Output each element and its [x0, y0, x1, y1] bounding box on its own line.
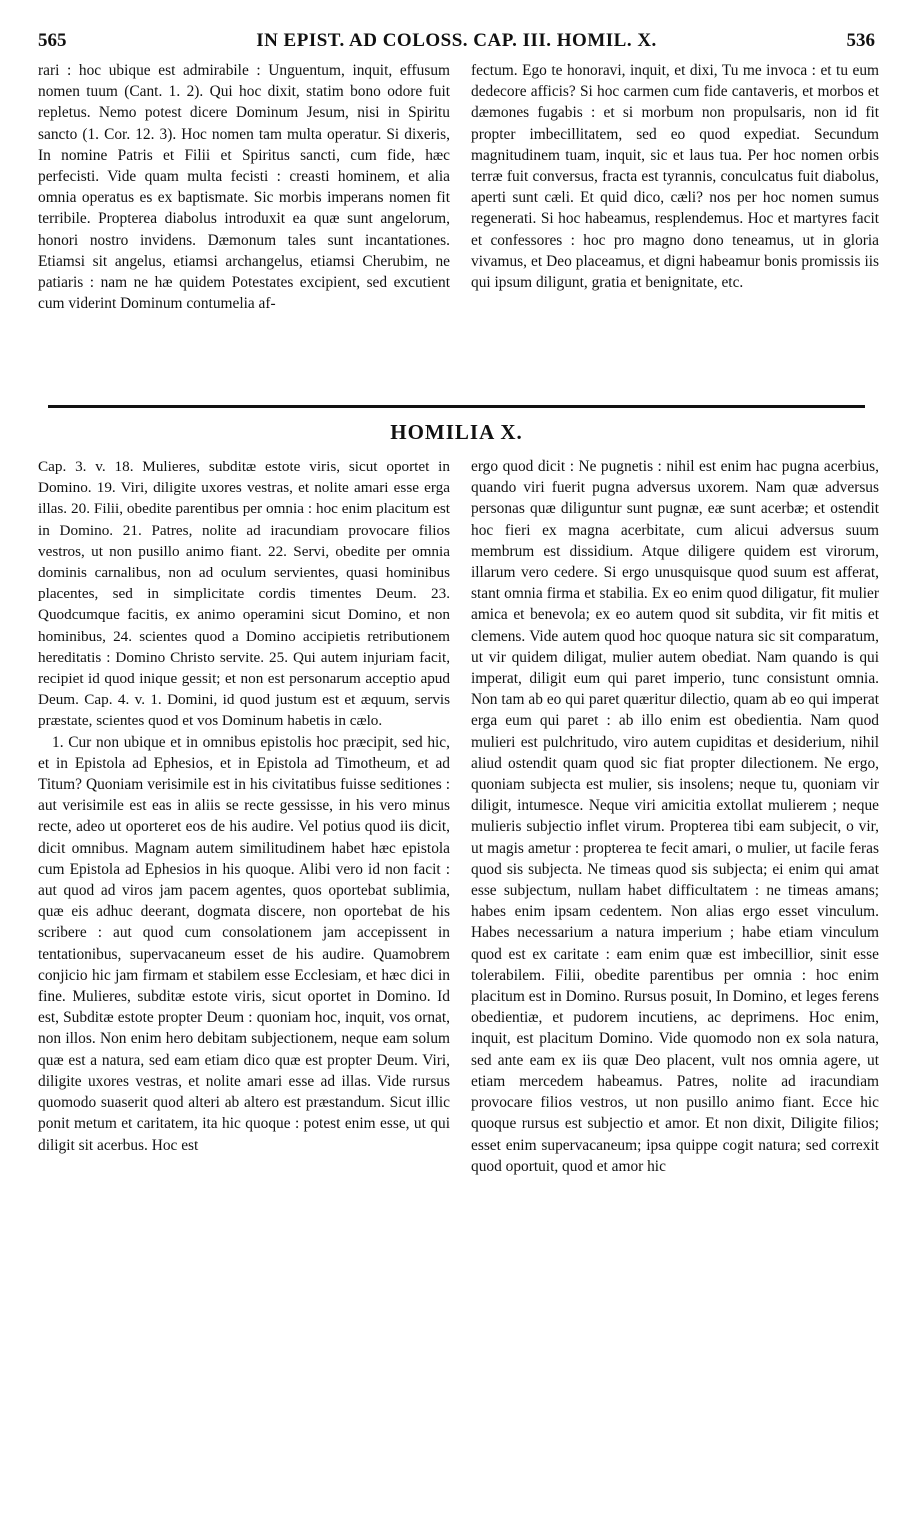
page-number-left: 565 — [38, 30, 67, 51]
homily-title: HOMILIA X. — [390, 420, 523, 444]
bottom-right-text: ergo quod dicit : Ne pugnetis : nihil est enim hac pugna acerbius, quando viri fuerit pugna adversus uxorem. Nam quæ adversus personas quæ diliguntur sunt pugnæ, eæ sunt acerbæ; et ostendit hoc fieri ex magna acerbitate, cum alicui adversus suum membrum est dissidium. Atque diligere quidem est virorum, illarum vero cedere. Si ergo unusquisque quod suum est afferat, stant omnia firma et stabilia. Ex eo enim quod diligatur, fit mulier amica et benevola; ex eo autem quod sit subdita, vir fit mitis et clemens. Vide autem quod hoc quoque natura sic sit comparatum, ut vir quidem diligat, mulier autem obediat. Nam quando is qui imperat, diligit eum qui paret imperio, tunc consistunt omnia. Non tam ab eo qui paret quæritur dilectio, quam ab eo qui imperat erga eum qui paret : ab illo enim est obedientia. Nam quod mulieri est pulchritudo, viro autem cupiditas et desiderium, nihil aliud ostendit quam quod sic fiat propter dilectionem. Ne ergo, quoniam subjecta est mulier, sis insolens; neque tu, quoniam vir diligit, intumesce. Neque viri amicitia extollat mulierem ; neque mulieris subjectio inflet virum. Propterea tibi eam subjecit, o vir, ut magis ametur : propterea te fecit amari, o mulier, ut facile feras quod sis subjecta. Ne timeas quod sis subjecta; ei enim qui amat esse subjectum, nullam habet difficultatem : ne timeas amans; habes enim ipsam cedentem. Non alias ergo esset vinculum. Habes necessarium a natura imperium ; habe etiam vinculum quod est ex caritate : eam enim quæ est imbecillior, sinit esse tolerabilem. Filii, obedite parentibus per omnia : hoc enim placitum est in Domino. Rursus posuit, In Domino, et leges ferens obedientiæ, et pudorem incutiens, ac deprimens. Hoc enim, inquit, est placitum Domino. Vide quomodo non ex sola natura, sed ante eam ex iis quæ Deo placent, vult nos omnia agere, ut etiam mercedem habeamus. Patres, nolite ad iracundiam provocare filios vestros, ut non pusillo animo fiant. Ecce hic quoque rursus est subjectio et amor. Et non dixit, Diligite filios; esset enim supervacaneum; ipsa quippe cogit natura; sed correxit quod oportuit, quod et amor hic — [471, 458, 879, 1175]
top-right-column — [471, 60, 879, 390]
page-number-right: 536 — [846, 30, 875, 51]
page-header — [38, 20, 875, 54]
paragraph-1: 1. Cur non ubique et in omnibus epistolis hoc præcipit, sed hic, et in Epistola ad Ephesios, et in Epistola ad Timotheum, et ad Titum? Quoniam verisimile est in his civitatibus fuisse seditiones : aut verisimile est eas in aliis se recte gessisse, in his vero minus recte, adeo ut oporteret eos de his audire. Vel potius quod iis dicit, dicit omnibus. Magnam autem similitudinem habet hæc epistola cum Epistola ad Ephesios in his quoque. Alibi vero id non facit : aut quod ad viros jam pacem agentes, quos oportebat sublimia, quæ eis adhuc deerant, dogmata discere, non oportebat de his scribere : aut quod cum consolationem jam accepissent in tentationibus, supervacaneum esset de his audire. Quamobrem conjicio hic jam firmam et stabilem esse Ecclesiam, et hæc dici in fine. Mulieres, subditæ estote viris, sicut oportet in Domino. Id est, Subditæ estote propter Deum : quoniam hoc, inquit, vos ornat, non illos. Non enim hero debitam subjectionem, neque eam solum quæ est a natura, sed eam etiam dico quæ est propter Deum. Viri, diligite uxores vestras, et nolite amari esse ad illas. Vide rursus quomodo suaserit quod alteri ab altero est præstandum. Sicut illic ponit metum et caritatem, ita hic quoque : potest enim esse, ut qui diligit sit acerbus. Hoc est — [38, 733, 450, 1154]
bottom-left-column — [38, 456, 450, 1526]
top-left-column — [38, 60, 450, 390]
section-divider — [48, 405, 865, 408]
scripture-summary: Cap. 3. v. 18. Mulieres, subditæ estote viris, sicut oportet in Domino. 19. Viri, diligite uxores vestras, et nolite amari esse erga illas. 20. Filii, obedite parentibus per omnia : hoc enim placitum est in Domino. 21. Patres, nolite ad iracundiam provocare filios vestros, ut non pusillo animo fiant. 22. Servi, obedite per omnia dominis carnalibus, non ad oculum servientes, quasi hominibus placentes, sed in simplicitate cordis timentes Deum. 23. Quodcumque facitis, ex animo operamini sicut Domino, et non hominibus, 24. scientes quod a Domino accipietis retributionem hereditatis : Domino Christo servite. 25. Qui autem injuriam facit, recipiet id quod inique gessit; et non est personarum acceptio apud Deum. Cap. 4. v. 1. Domini, id quod justum est et æquum, servis præstate, scientes quod et vos Dominum habetis in cælo. — [38, 458, 450, 730]
bottom-right-column — [471, 456, 879, 1526]
top-left-text: rari : hoc ubique est admirabile : Unguentum, inquit, effusum nomen tuum (Cant. 1. 2). Qui hoc dixit, statim bono odore fuit repletus. Nemo potest dicere Dominum Jesum, nisi in Spiritu sancto (1. Cor. 12. 3). Hoc nomen tam multa operatur. Si dixeris, In nomine Patris et Filii et Spiritus sancti, cum fide, hæc perfecisti. Vide quam multa fecisti : creasti hominem, et alia omnia operatus es ex baptismate. Sic morbis imperans nomen fit terribile. Propterea diabolus introduxit ea quæ sunt angelorum, honori nostro invidens. Dæmonum tales sunt incantationes. Etiamsi sit angelus, etiamsi archangelus, etiamsi Cherubim, ne patiaris : nam ne hæ quidem Potestates excipient, sed excutient cum viderint Dominum contumelia af- — [38, 62, 450, 313]
top-right-text: fectum. Ego te honoravi, inquit, et dixi, Tu me invoca : et tu eum dedecore afficis? Si hoc carmen cum fide cantaveris, et morbos et dæmones fugabis : et si morbum non propulsaris, non id fit propter imbecillitatem, sed eo quod expediat. Secundum magnitudinem tuam, inquit, sic et laus tua. Per hoc nomen orbis terræ fuit conversus, fracta est tyrannis, conculcatus fuit diabolus, aperti sunt cæli. Et quid dico, cæli? nos per hoc nomen sumus regenerati. Si hoc habeamus, resplendemus. Hoc et martyres facit et confessores : hoc pro magno dono teneamus, ut in gloria vivamus, et Deo placeamus, et digni habeamur bonis promissis iis qui ipsum diligunt, gratia et benignitate, etc. — [471, 62, 879, 292]
running-head: IN EPIST. AD COLOSS. CAP. III. HOMIL. X. — [256, 30, 657, 51]
